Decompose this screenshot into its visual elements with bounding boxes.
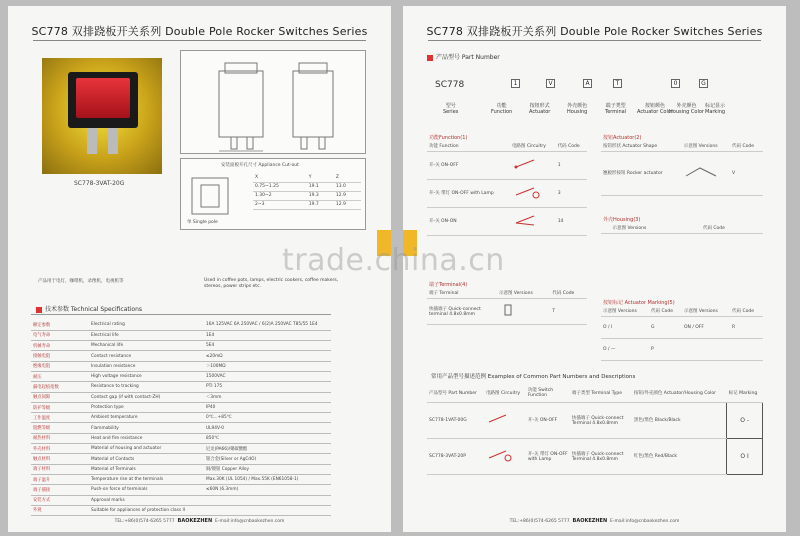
table-cell: 12.9 [334,191,361,200]
table-cell: G [649,316,682,338]
col-header: 产品型号 Part Number [427,384,484,402]
spec-cell: ≤20mΩ [204,351,331,361]
table-cell: 快插端子 Quick-connect Terminal 4.8x0.8mm [570,438,632,474]
part-title: 产品型号 Part Number [436,54,500,61]
spec-cell: 端子材料 [31,464,89,474]
page-header: SC778 双排跷板开关系列 Double Pole Rocker Switches Series [31,25,368,38]
spec-cell: 端子温升 [31,474,89,484]
spec-cell: Material of Contacts [89,454,204,464]
function-title: 功能Function(1) [429,135,468,141]
footer-brand: BAOKEZHEN [572,518,608,524]
table-cell [682,338,730,360]
watermark: trade.china.cn [282,243,505,278]
part-section-title [427,52,500,61]
table-cell: 19.3 [307,191,334,200]
table-cell [730,338,763,360]
spec-title: 技术参数 Technical Specifications [45,306,143,313]
spec-cell: 工作温度 [31,413,89,423]
footer-brand: BAOKEZHEN [177,518,213,524]
circuit-icon [510,151,556,179]
col-header: 示意图 Versions [601,307,649,316]
spec-cell: 16A 125VAC 6A 250VAC / 6(2)A 250VAC T85/55 1E4 [204,320,331,330]
table-cell: ON / OFF [682,316,730,338]
spec-cell: 漏电起痕指数 [31,382,89,392]
table-cell: 开-关 带灯 ON-OFF with Lamp [526,438,570,474]
col-header: X [253,173,307,182]
spec-cell: Approval marks [89,495,204,505]
spec-row [31,392,331,402]
spec-row [31,382,331,392]
spec-cell: 耐压 [31,371,89,381]
part-prefix: SC778 [435,80,465,90]
part-label: 端子类型 Terminal [605,103,627,115]
spec-cell: ≤60N (6.3mm) [204,485,331,495]
page-header: SC778 双排跷板开关系列 Double Pole Rocker Switches Series [426,25,763,38]
table-cell: V [730,151,763,195]
spec-cell: Electrical life [89,330,204,340]
spec-row [31,371,331,381]
spec-cell: ＞100MΩ [204,361,331,371]
spec-divider [31,314,331,315]
table-cell: O / — [601,338,649,360]
spec-cell: 安装方式 [31,495,89,505]
spec-cell: Contact gap (if with contact-ZH) [89,392,204,402]
spec-cell: 尼龙(PA66)/聚碳酸酯 [204,444,331,454]
col-header: 功能 Function [427,142,510,151]
part-label: 标记显示 Marking [705,103,726,115]
spec-table [31,320,331,516]
spec-cell: Material of housing and actuator [89,444,204,454]
spec-cell: 绝缘电阻 [31,361,89,371]
spec-row [31,444,331,454]
cutout-box [180,158,366,230]
table-cell: 开-关 ON-OFF [526,402,570,438]
part-box: 1 [511,79,520,88]
col-header: 电路图 Circuitry [484,384,526,402]
table-cell: 2~3 [253,200,307,209]
spec-cell: Mechanical life [89,341,204,351]
table-cell: 14 [556,207,587,235]
spec-cell: UL94V-0 [204,423,331,433]
table-cell: O / I [601,316,649,338]
spec-cell: Electrical rating [89,320,204,330]
marking-table [601,307,763,361]
table-cell: 开-关 带灯 ON-OFF with Lamp [427,179,510,207]
marking-title: 按钮标记 Actuator Marking(5) [603,300,675,306]
housing-table [601,224,763,234]
spec-cell: PTI 175 [204,382,331,392]
table-cell: T [550,298,587,324]
spec-cell: 机械寿命 [31,341,89,351]
table-cell: 13.0 [334,182,361,191]
col-header: 按钮形状 Actuator Shape [601,142,682,151]
col-header: 代码 Code [730,307,763,316]
spec-cell: 额定参数 [31,320,89,330]
spec-cell: 电气寿命 [31,330,89,340]
col-header: 示意图 Versions [497,289,550,298]
spec-cell: 阻燃等级 [31,423,89,433]
examples-title: 常用产品型号描述范例 Examples of Common Part Numbers and Descriptions [431,374,636,380]
col-header: 示意图 Versions [682,142,730,151]
col-header: 代码 Code [730,142,763,151]
spec-cell: 1500VAC [204,371,331,381]
table-cell: 19.1 [307,182,334,191]
table-cell: 翘板形按钮 Rocker actuator [601,151,682,195]
col-header: 端子 Terminal [427,289,497,298]
table-cell: 快插端子 Quick-connect terminal 4.8x0.8mm [427,298,497,324]
col-header: 示意图 Versions [682,307,730,316]
photo-caption: SC778-3VAT-20G [74,180,125,187]
product-photo [42,58,162,174]
spec-cell: 外观 [31,505,89,515]
examples-table [427,384,763,475]
feature-cn: 产品用于电灯，咖啡机，录像机，电视机等 [38,279,124,284]
col-header: 代码 Code [556,142,587,151]
spec-cell: IP40 [204,402,331,412]
table-cell: 0.75~1.25 [253,182,307,191]
part-label: 功能 Function [491,103,513,115]
table-cell: 快插端子 Quick-connect Terminal 4.8x0.8mm [570,402,632,438]
terminal-drawing-icon [497,298,550,324]
spec-cell: Temperature rise at the terminals [89,474,204,484]
marking-badge: O - [727,402,763,438]
table-cell: 1 [556,151,587,179]
table-cell: 黑色/黑色 Black/Black [632,402,727,438]
spec-row [31,464,331,474]
spec-row [31,454,331,464]
col-header: 按钮/外壳颜色 Actuator/Housing Color [632,384,727,402]
spec-cell: Material of Terminals [89,464,204,474]
spec-cell: 触点材料 [31,454,89,464]
terminal-table [427,289,587,325]
feature-en: Used in coffee pots, lamps, electric cookers, coffee makers, stereos, power strips etc. [204,278,339,289]
spec-row [31,361,331,371]
part-box: 0 [671,79,680,88]
part-label: 外壳颜色 Housing [567,103,588,115]
part-label: 外壳颜色 Housing Color [669,103,704,115]
table-cell: P [649,338,682,360]
footer [403,518,786,524]
table-cell: 1.30~2 [253,191,307,200]
spec-row [31,402,331,412]
circuit-icon [510,207,556,235]
circuit-icon [484,438,526,474]
spec-cell: 850℃ [204,433,331,443]
footer [8,518,391,524]
table-cell: 19.7 [307,200,334,209]
spec-section-title [36,304,142,313]
header-divider [428,40,761,41]
marking-badge: O I [727,438,763,474]
actuator-table [601,142,763,196]
header-divider [33,40,366,41]
spec-row [31,433,331,443]
spec-cell: 1E4 [204,330,331,340]
col-header: Z [334,173,361,182]
spec-cell: 防护等级 [31,402,89,412]
part-box: T [613,79,622,88]
spec-cell: Max.30K (UL 1054) / Max.55K (EN61058-1) [204,474,331,484]
footer-tel: TEL:+86(0)574-6265 5777 [509,519,570,524]
terminal-title: 端子Terminal(4) [429,282,468,288]
spec-cell: Flammability [89,423,204,433]
part-box: G [699,79,708,88]
spec-row [31,474,331,484]
circuit-icon [510,179,556,207]
col-header: Y [307,173,334,182]
single-pole-note: 单 Single pole [187,220,218,225]
spec-cell: Protection type [89,402,204,412]
spec-row [31,330,331,340]
col-header: 端子类型 Terminal Type [570,384,632,402]
table-cell: 开-关 ON-ON [427,207,510,235]
function-table [427,142,587,236]
col-header: 示意图 Versions [611,224,701,233]
table-cell: R [730,316,763,338]
housing-title: 外壳Housing(3) [603,217,641,223]
cutout-title: 安装面板开孔尺寸 Appliance Cut-out [221,163,299,168]
col-header: 代码 Code [701,224,763,233]
spec-row [31,351,331,361]
spec-cell: 触点间隙 [31,392,89,402]
footer-tel: TEL:+86(0)574-6265 5777 [114,519,175,524]
table-cell: SC778-3VAT-20P [427,438,484,474]
part-label: 型号 Series [443,103,459,115]
table-cell: 3 [556,179,587,207]
spec-cell [204,495,331,505]
spec-cell: Ambient temperature [89,413,204,423]
spec-cell: 耐热材料 [31,433,89,443]
spec-cell: 接触电阻 [31,351,89,361]
spec-row [31,413,331,423]
col-header: 代码 Code [550,289,587,298]
actuator-drawing-icon [682,151,730,195]
spec-row [31,423,331,433]
spec-row [31,505,331,515]
col-header: 功能 Switch Function [526,384,570,402]
spec-row [31,495,331,505]
cutout-table [253,173,361,210]
table-cell: 开-关 ON-OFF [427,151,510,179]
spec-cell: Insulation resistance [89,361,204,371]
spec-cell: High voltage resistance [89,371,204,381]
table-cell: 红色/黑色 Red/Black [632,438,727,474]
spec-row [31,485,331,495]
spec-row [31,320,331,330]
part-label: 按钮颜色 Actuator Color [637,103,673,115]
spec-cell: 外壳材料 [31,444,89,454]
circuit-icon [484,402,526,438]
part-box: V [546,79,555,88]
spec-cell: Heat and fire resistance [89,433,204,443]
col-header: 标记 Marking [727,384,763,402]
spec-row [31,341,331,351]
col-header: 电路图 Circuitry [510,142,556,151]
spec-cell: 铜/镀银 Copper Alloy [204,464,331,474]
spec-cell: 端子插接 [31,485,89,495]
table-cell: 12.9 [334,200,361,209]
actuator-title: 按钮Actuator(2) [603,135,642,141]
col-header: 代码 Code [649,307,682,316]
spec-cell: Resistance to tracking [89,382,204,392]
dimension-drawing [180,50,366,154]
spec-cell: Push-on force of terminals [89,485,204,495]
part-box: A [583,79,592,88]
section-marker-icon [427,55,433,61]
spec-cell: Suitable for appliances of protection class II [89,505,204,515]
footer-email: E-mail:info@cnbaokezhen.com [215,519,285,524]
footer-email: E-mail:info@cnbaokezhen.com [610,519,680,524]
spec-cell [204,505,331,515]
spec-cell: 0℃...+85℃ [204,413,331,423]
part-label: 按钮形式 Actuator [529,103,551,115]
spec-cell: Contact resistance [89,351,204,361]
section-marker-icon [36,307,42,313]
col-header [601,224,611,233]
spec-cell: ＜3mm [204,392,331,402]
spec-cell: 银合金(Silver or AgCdO) [204,454,331,464]
table-cell: SC778-1VAT-00G [427,402,484,438]
spec-cell: 5E4 [204,341,331,351]
